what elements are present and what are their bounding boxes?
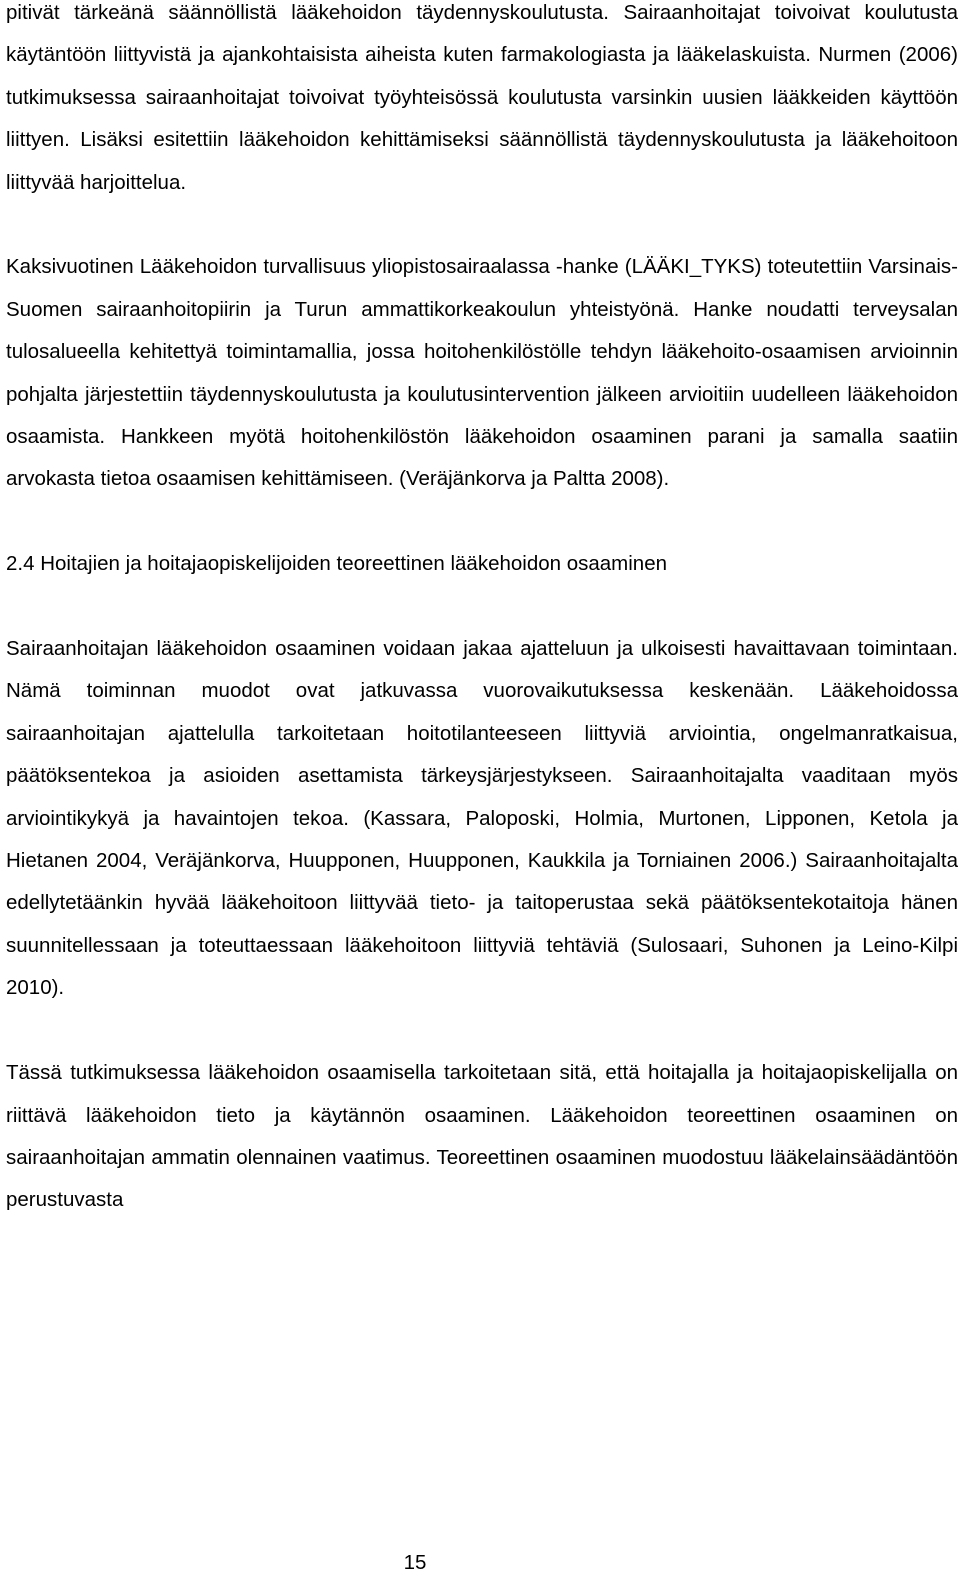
page-number: 15 bbox=[403, 1551, 427, 1574]
paragraph-spacer bbox=[6, 204, 958, 246]
section-heading: 2.4 Hoitajien ja hoitajaopiskelijoiden teoreettinen lääkehoidon osaaminen bbox=[6, 552, 668, 576]
paragraph-spacer bbox=[6, 1010, 958, 1052]
paragraph-spacer bbox=[6, 586, 958, 628]
body-paragraph-1: pitivät tärkeänä säännöllistä lääkehoidon täydennyskoulutusta. Sairaanhoitajat toivoivat koulutusta käytäntöön liittyvistä ja ajankohtaisista aiheista kuten farmakologiasta ja lääkelaskuista. Nurmen (2006) tutkimuksessa sairaanhoitajat toivoivat työyhteisössä koulutusta varsinkin uusien lääkkeiden käyttöön liittyen. Lisäksi esitettiin lääkehoidon kehittämiseksi säännöllistä täydennyskoulutusta ja lääkehoitoon liittyvää harjoittelua. bbox=[6, 1, 958, 194]
paragraph-spacer bbox=[6, 501, 958, 543]
document-page bbox=[6, 0, 958, 1222]
body-paragraph-2: Kaksivuotinen Lääkehoidon turvallisuus yliopistosairaalassa -hanke (LÄÄKI_TYKS) toteutettiin Varsinais-Suomen sairaanhoitopiirin ja Turun ammattikorkeakoulun yhteistyönä. Hanke noudatti terveysalan tulosalueella kehitettyä toimintamallia, jossa hoitohenkilöstölle tehdyn lääkehoito-osaamisen arvioinnin pohjalta järjestettiin täydennyskoulutusta ja koulutusintervention jälkeen arvioitiin uudelleen lääkehoidon osaamista. Hankkeen myötä hoitohenkilöstön lääkehoidon osaaminen parani ja samalla saatiin arvokasta tietoa osaamisen kehittämiseen. (Veräjänkorva ja Paltta 2008). bbox=[6, 255, 958, 491]
body-paragraph-3: Sairaanhoitajan lääkehoidon osaaminen voidaan jakaa ajatteluun ja ulkoisesti havaittavaan toimintaan. Nämä toiminnan muodot ovat jatkuvassa vuorovaikutuksessa keskenään. Lääkehoidossa sairaanhoitajan ajattelulla tarkoitetaan hoitotilanteeseen liittyviä arviointia, ongelmanratkaisua, päätöksentekoa ja asioiden asettamista tärkeysjärjestykseen. Sairaanhoitajalta vaaditaan myös arviointikykyä ja havaintojen tekoa. (Kassara, Paloposki, Holmia, Murtonen, Lipponen, Ketola ja Hietanen 2004, Veräjänkorva, Huupponen, Huupponen, Kaukkila ja Torniainen 2006.) Sairaanhoitajalta edellytetäänkin hyvää lääkehoitoon liittyvää tieto- ja taitoperustaa sekä päätöksentekotaitoja hänen suunnitellessaan ja toteuttaessaan lääkehoitoon liittyviä tehtäviä (Sulosaari, Suhonen ja Leino-Kilpi 2010). bbox=[6, 637, 958, 1000]
body-paragraph-4: Tässä tutkimuksessa lääkehoidon osaamisella tarkoitetaan sitä, että hoitajalla ja hoitajaopiskelijalla on riittävä lääkehoidon tieto ja käytännön osaaminen. Lääkehoidon teoreettinen osaaminen on sairaanhoitajan ammatin olennainen vaatimus. Teoreettinen osaaminen muodostuu lääkelainsäädäntöön perustuvasta bbox=[6, 1061, 958, 1212]
